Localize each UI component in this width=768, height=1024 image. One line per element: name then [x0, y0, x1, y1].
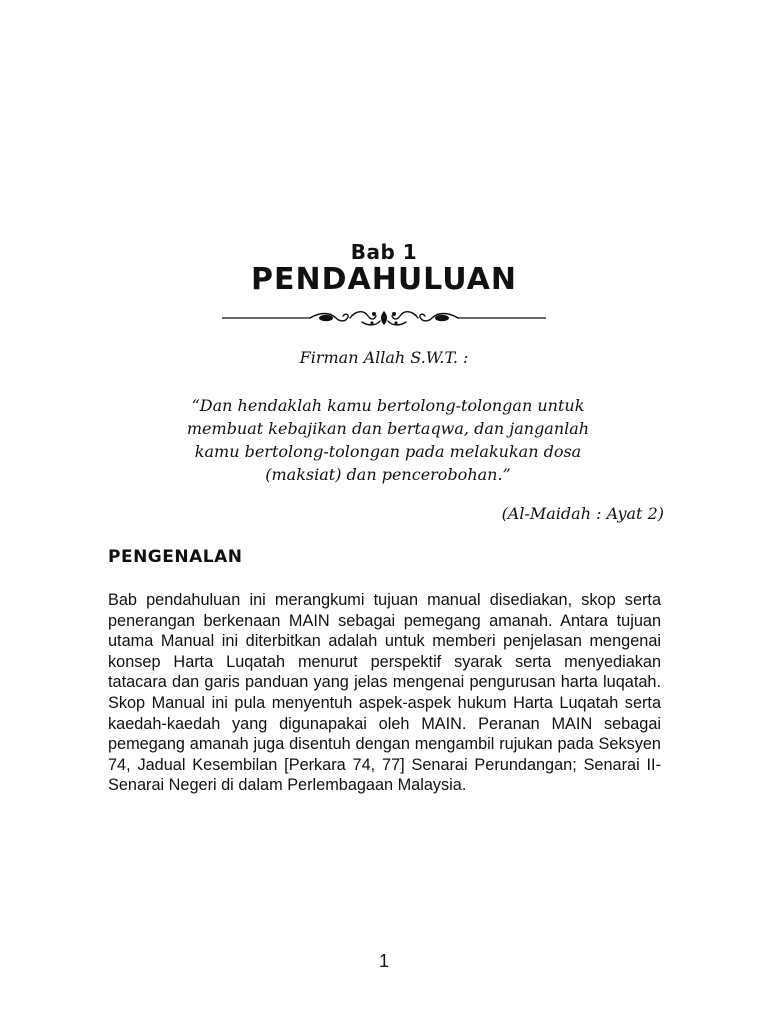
page-number: 1	[378, 951, 389, 971]
body-paragraph: Bab pendahuluan ini merangkumi tujuan manual disediakan, skop serta penerangan berkenaan MAIN sebagai pemegang amanah. Antara tujuan utama Manual ini diterbitkan adalah untuk memberi penjelasan mengenai konsep Harta Luqatah menurut perspektif syarak serta menyediakan tatacara dan garis panduan yang jelas mengenai pengurusan harta luqatah. Skop Manual ini pula menyentuh aspek-aspek hukum Harta Luqatah serta kaedah-kaedah yang digunapakai oleh MAIN. Peranan MAIN sebagai pemegang amanah juga disentuh dengan mengambil rujukan pada Seksyen 74, Jadual Kesembilan [Perkara 74, 77] Senarai Perundangan; Senarai II-Senarai Negeri di dalam Perlembagaan Malaysia.	[108, 591, 661, 795]
quote-intro: Firman Allah S.W.T. :	[299, 348, 469, 367]
chapter-title: PENDAHULUAN	[251, 262, 517, 297]
section-heading: PENGENALAN	[108, 547, 243, 567]
quote-source: (Al-Maidah : Ayat 2)	[501, 504, 664, 523]
ornamental-divider-icon	[222, 308, 546, 328]
quote-text: “Dan hendaklah kamu bertolong-tolongan untuk membuat kebajikan dan bertaqwa, dan janganlah kamu bertolong-tolongan pada melakukan dosa (maksiat) dan pencerobohan.”	[186, 396, 590, 484]
chapter-label: Bab 1	[350, 240, 418, 264]
